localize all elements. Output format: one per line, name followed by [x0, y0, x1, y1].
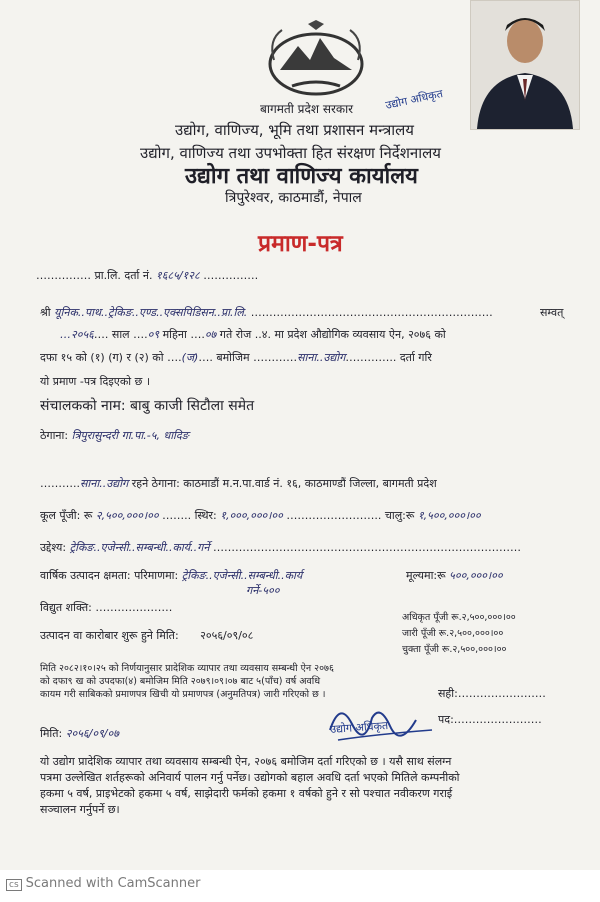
objective-line: उद्देश्य: ट्रेकिङ..एजेन्सी..सम्बन्धी..कार्य..गर्ने ………………………………………………………………………… — [40, 541, 521, 554]
share-row — [402, 626, 516, 642]
officer-stamp: उद्योग अधिकृत — [384, 87, 444, 112]
company-prefix: श्री — [40, 306, 51, 319]
pad-label: पद: — [438, 713, 454, 726]
director-label: संचालकको नाम: — [40, 398, 126, 414]
applicant-photo — [470, 0, 580, 130]
issue-date-label: मिति: — [40, 727, 63, 740]
month-label: महिना — [162, 328, 187, 341]
act-reference: गते रोज ..४. मा प्रदेश औद्योगिक व्यवसाय ऐन, २०७६ को — [219, 328, 446, 341]
objective-value: ट्रेकिङ..एजेन्सी..सम्बन्धी..कार्य..गर्ने — [69, 541, 210, 554]
government-emblem-icon — [262, 20, 370, 100]
note-line: को दफा९ ख को उपदफा(४) बमोजिम मिति २०७९।०९।०७ बाट ५(पाँच) वर्ष अवधि — [40, 676, 321, 687]
location-category: साना..उद्योग — [80, 477, 129, 490]
footer-clauses — [40, 754, 460, 818]
officer-stamp-2: उद्योग अधिकृत — [329, 718, 389, 737]
start-date-line — [40, 628, 253, 643]
company-line: श्री यूनिक..पाथ..ट्रेकिङ..एण्ड..एक्सपिडिसन..प्रा.लि. ………………………………………………………… — [40, 306, 493, 319]
location-line: ………..साना..उद्योग रहने ठेगाना: काठमाडौं म.न.पा.वार्ड नं. १६, काठमाण्डौं जिल्ला, बागमती प्रदेश — [40, 477, 437, 490]
ministry-name: उद्योग, वाणिज्य, भूमि तथा प्रशासन मन्त्रालय — [175, 121, 414, 139]
note-line: कायम गरी साबिकको प्रमाणपत्र खिची यो प्रमाणपत्र (अनुमतिपत्र) जारी गरिएको छ । — [40, 689, 326, 700]
reg-year: २०५६ — [71, 328, 94, 341]
footer-line: पत्रमा उल्लेखित शर्तहरूको अनिवार्य पालन गर्नु पर्नेछ। उद्योगको बहाल अवधि दर्ता भएको मितिले कम्पनीको — [40, 771, 460, 784]
reg-month: ०९ — [147, 328, 160, 341]
director-line — [40, 396, 254, 415]
production-amount-value: ५००,०००।०० — [449, 569, 503, 582]
gov-name: बागमती प्रदेश सरकार — [260, 102, 354, 116]
watermark-text: Scanned with CamScanner — [25, 876, 201, 891]
note-line: मिति २०८२।१०।२५ को निर्णयानुसार प्रादेशिक व्यापार तथा व्यवसाय सम्बन्धी ऐन २०७६ — [40, 663, 334, 674]
share-value: २,५००,०००।०० — [449, 628, 504, 639]
company-name: यूनिक..पाथ..ट्रेकिङ..एण्ड..एक्सपिडिसन..प्रा.लि. — [54, 306, 248, 319]
production-value: ट्रेकिङ..एजेन्सी..सम्बन्धी..कार्य — [181, 569, 303, 582]
working-capital-value: १,५००,०००।०० — [417, 509, 481, 522]
samvat-label: सम्वत् — [540, 306, 564, 319]
production-amount — [406, 568, 503, 583]
production-line — [40, 568, 302, 583]
directorate-name: उद्योग, वाणिज्य तथा उपभोक्ता हित संरक्षण निर्देशनालय — [140, 144, 442, 162]
share-label: अधिकृत पूँजी रू. — [402, 612, 462, 623]
share-value: २,५००,०००।०० — [452, 644, 507, 655]
location-value: काठमाडौं म.न.पा.वार्ड नं. १६, काठमाण्डौं जिल्ला, बागमती प्रदेश — [183, 477, 437, 490]
person-photo-icon — [471, 1, 579, 129]
accordingly-text: बमोजिम — [216, 351, 250, 364]
section-text: दफा १५ को (१) (ग) र (२) को — [40, 351, 164, 364]
date-registration-line: …२०५६…. साल ….०९ महिना ….०७ गते रोज ..४. मा प्रदेश औद्योगिक व्यवसाय ऐन, २०७६ को — [60, 328, 446, 341]
director-name: बाबु काजी सिटौला समेत — [130, 398, 255, 414]
electricity-label: विद्युत शक्ति: — [40, 601, 92, 614]
clause-value: (ज) — [181, 351, 199, 364]
footer-line: सञ्चालन गर्नुपर्ने छ। — [40, 803, 120, 816]
fixed-capital-value: १,०००,०००।०० — [220, 509, 283, 522]
fixed-capital-label: स्थिर: — [194, 509, 217, 522]
office-location: त्रिपुरेश्वर, काठमाडौं, नेपाल — [225, 190, 362, 206]
address-label: ठेगाना: — [40, 429, 69, 442]
signature-label: सही:…………………… — [438, 687, 546, 700]
address-line — [40, 428, 189, 443]
total-capital-value: २,५००,०००।०० — [95, 509, 159, 522]
issue-date-value: २०५६/०९/०७ — [65, 727, 119, 740]
reg-day: ०७ — [204, 328, 217, 341]
registered-text: दर्ता गरि — [399, 351, 432, 364]
year-label: साल — [111, 328, 130, 341]
registration-number: १६८५/१२८ — [155, 269, 200, 282]
registration-line: …………… प्रा.लि. दर्ता नं. १६८५/१२८ …………… — [36, 269, 259, 282]
footer-line: यो उद्योग प्रादेशिक व्यापार तथा व्यवसाय सम्बन्धी ऐन, २०७६ बमोजिम दर्ता गरिएको छ । यसै साथ संलग्न — [40, 755, 452, 768]
issued-text: यो प्रमाण -पत्र दिइएको छ । — [40, 375, 150, 388]
camscanner-icon: cs — [6, 879, 22, 891]
address-value: त्रिपुरासुन्दरी गा.पा.-५, धादिङ — [71, 429, 189, 442]
start-date-label: उत्पादन वा कारोबार शुरू हुने मिति: — [40, 629, 179, 642]
scanner-watermark — [6, 876, 200, 891]
section-line: दफा १५ को (१) (ग) र (२) को ….(ज)…. बमोजिम …………साना..उद्योग………….. दर्ता गरि — [40, 351, 432, 364]
footer-line: हकमा ५ वर्ष, प्राइभेटको हकमा ५ वर्ष, साझेदारी फर्मको हकमा १ वर्षको हुने र सो पश्चात नवीकरण गराई — [40, 787, 453, 800]
signature-mark — [320, 690, 460, 750]
start-date-value: २०५६/०९/०८ — [200, 629, 254, 642]
total-capital-label: कूल पूँजी: रू — [40, 509, 93, 522]
share-value: २,५००,०००।०० — [461, 612, 516, 623]
industry-category: साना..उद्योग — [297, 351, 346, 364]
production-value-2: गर्ने-५०० — [246, 584, 280, 597]
working-capital-label: चालु:रू — [384, 509, 415, 522]
office-name: उद्योग तथा वाणिज्य कार्यालय — [185, 164, 418, 189]
issue-date-line — [40, 726, 119, 741]
registration-label: प्रा.लि. दर्ता नं. — [94, 269, 153, 282]
shares-block — [402, 610, 516, 658]
objective-label: उद्देश्य: — [40, 541, 67, 554]
share-label: जारी पूँजी रू. — [402, 628, 450, 639]
capital-line: कूल पूँजी: रू २,५००,०००।०० …….. स्थिर: १,०००,०००।०० …………………….. चालु:रू १,५००,०००।०० — [40, 509, 481, 522]
position-label: पद:…………………… — [438, 713, 542, 726]
share-label: चुक्ता पूँजी रू. — [402, 644, 453, 655]
location-label: रहने ठेगाना: — [131, 477, 180, 490]
production-label: वार्षिक उत्पादन क्षमता: परिमाणमा: — [40, 569, 179, 582]
electricity-line: विद्युत शक्ति: ………………… — [40, 601, 173, 614]
sahi-label: सही: — [438, 687, 458, 700]
certificate-title: प्रमाण-पत्र — [258, 231, 343, 257]
production-amount-label: मूल्यमा:रू — [406, 569, 446, 582]
renewal-note — [40, 662, 334, 701]
share-row — [402, 610, 516, 626]
share-row — [402, 642, 516, 658]
